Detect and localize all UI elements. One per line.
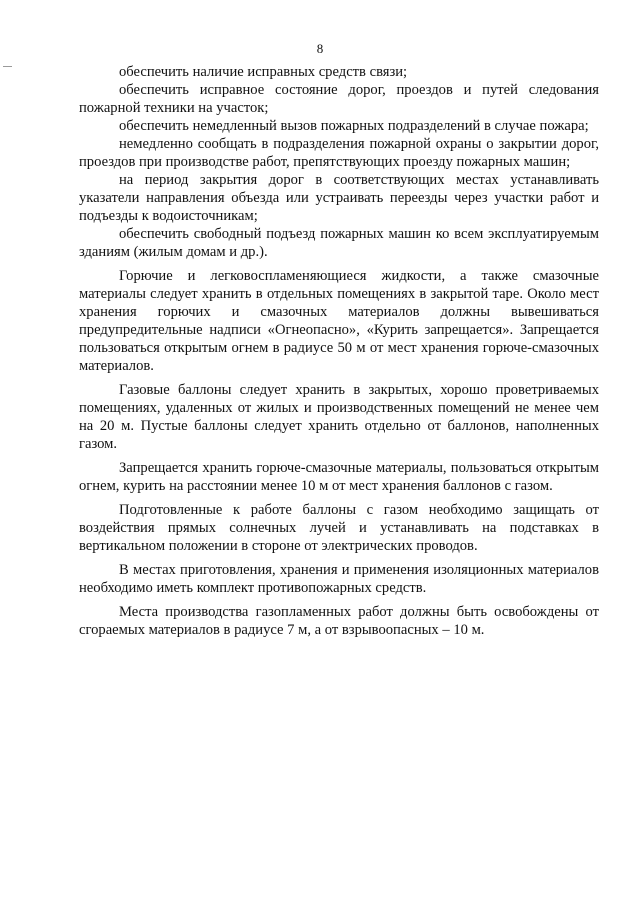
- paragraph-gas-flame-works: Места производства газопламенных работ должны быть освобождены от сгораемых материалов в радиусе 7 м, а от взрывоопасных – 10 м.: [79, 604, 599, 638]
- document-body: [79, 63, 599, 639]
- paragraph-insulation-materials: В местах приготовления, хранения и применения изоляционных материалов необходимо иметь комплект противопожарных средств.: [79, 562, 599, 596]
- paragraph-cylinder-protection: Подготовленные к работе баллоны с газом необходимо защищать от воздействия прямых солнечных лучей и устанавливать на подставках в вертикальном положении в стороне от электрических проводов.: [79, 502, 599, 554]
- scan-edge-mark: [3, 66, 12, 67]
- paragraph-fire-call: обеспечить немедленный вызов пожарных подразделений в случае пожара;: [119, 118, 589, 134]
- paragraph-road-closure-notice: немедленно сообщать в подразделения пожарной охраны о закрытии дорог, проездов при производстве работ, препятствующих проезду пожарных машин;: [79, 136, 599, 170]
- paragraph-roads-condition: обеспечить исправное состояние дорог, проездов и путей следования пожарной техники на участок;: [79, 82, 599, 116]
- paragraph-no-fire-near-cylinders: Запрещается хранить горюче-смазочные материалы, пользоваться открытым огнем, курить на расстоянии менее 10 м от мест хранения баллонов с газом.: [79, 460, 599, 494]
- paragraph-flammable-liquids: Горючие и легковоспламеняющиеся жидкости, а также смазочные материалы следует хранить в отдельных помещениях в закрытой таре. Около мест хранения горючих и смазочных материалов должны вывешиваться предупредительные надписи «Огнеопасно», «Курить запрещается». Запрещается пользоваться открытым огнем в радиусе 50 м от мест хранения горюче-смазочных материалов.: [79, 268, 599, 374]
- paragraph-communication: обеспечить наличие исправных средств связи;: [119, 64, 408, 80]
- page-number: 8: [316, 41, 324, 56]
- paragraph-detour-signs: на период закрытия дорог в соответствующих местах устанавливать указатели направления объезда или устраивать переезды через участки работ и подъезды к водоисточникам;: [79, 172, 599, 224]
- paragraph-gas-cylinders-storage: Газовые баллоны следует хранить в закрытых, хорошо проветриваемых помещениях, удаленных от жилых и производственных помещений не менее чем на 20 м. Пустые баллоны следует хранить отдельно от баллонов, наполненных газом.: [79, 382, 599, 452]
- paragraph-building-access: обеспечить свободный подъезд пожарных машин ко всем эксплуатируемым зданиям (жилым домам и др.).: [79, 226, 599, 260]
